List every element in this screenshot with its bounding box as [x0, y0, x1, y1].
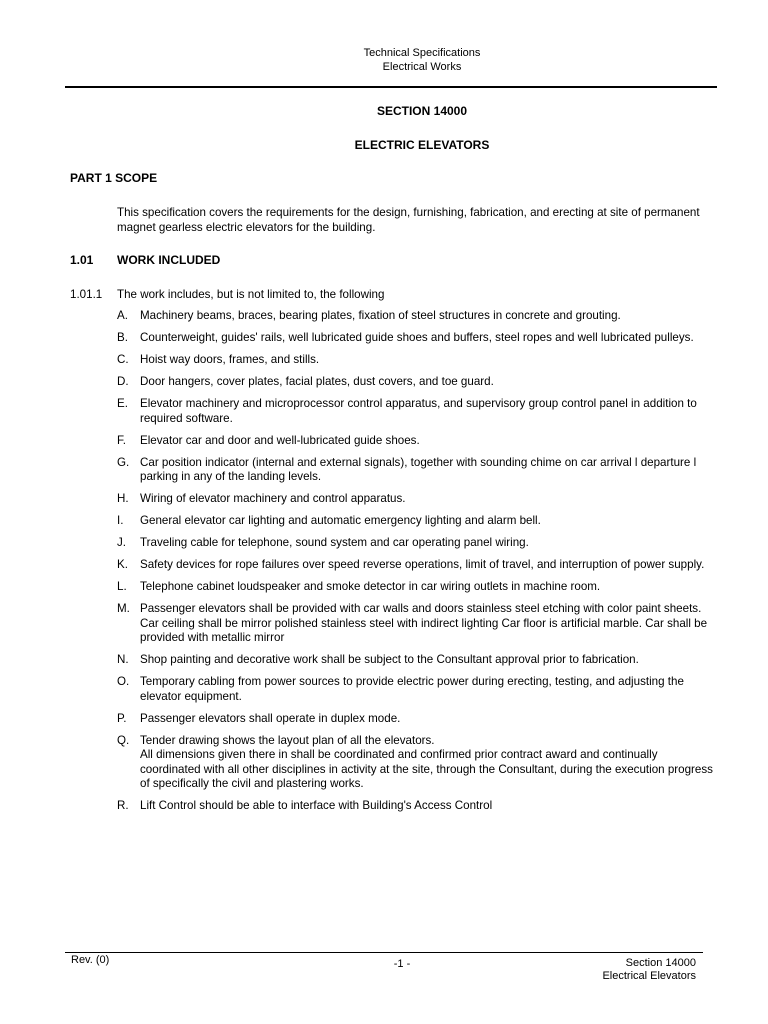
- list-item-text: Wiring of elevator machinery and control apparatus.: [140, 492, 406, 505]
- list-item: [117, 675, 717, 704]
- list-item: [117, 456, 717, 485]
- list-item-letter: E.: [117, 397, 128, 410]
- list-item-letter: M.: [117, 602, 130, 615]
- list-item-letter: I.: [117, 514, 124, 527]
- list-item-letter: C.: [117, 353, 129, 366]
- list-item: [117, 375, 717, 390]
- header-line-1: Technical Specifications: [363, 47, 481, 59]
- subclause-text: The work includes, but is not limited to, the following: [117, 288, 385, 301]
- list-item-text: Hoist way doors, frames, and stills.: [140, 353, 320, 366]
- list-item: [117, 799, 717, 814]
- list-item: [117, 712, 717, 727]
- list-item-letter: Q.: [117, 733, 130, 747]
- clause-number: 1.01: [70, 253, 94, 267]
- list-item-text: Temporary cabling from power sources to provide electric power during erecting, testing, and adjusting the elevator equipment.: [140, 675, 684, 703]
- list-item: [117, 353, 717, 368]
- section-number-title: SECTION 14000: [376, 104, 468, 118]
- list-item: [117, 558, 717, 573]
- part-title: PART 1 SCOPE: [70, 171, 158, 185]
- list-item-letter: F.: [117, 433, 127, 447]
- header-rule: [65, 86, 717, 88]
- footer-revision: Rev. (0): [71, 954, 110, 966]
- list-item-text: Safety devices for rope failures over speed reverse operations, limit of travel, and interruption of power supply.: [140, 558, 705, 571]
- list-item-text: Elevator machinery and microprocessor control apparatus, and supervisory group control panel in addition to required software.: [140, 397, 697, 425]
- footer-page-number: -1 -: [393, 958, 411, 970]
- list-item: [117, 397, 717, 426]
- list-item-text: Elevator car and door and well-lubricated guide shoes.: [140, 433, 420, 447]
- list-item: [117, 580, 717, 595]
- work-items-list: [117, 309, 717, 821]
- list-item: [117, 536, 717, 551]
- clause-title: WORK INCLUDED: [117, 253, 221, 267]
- list-item-text: Counterweight, guides' rails, well lubricated guide shoes and buffers, steel ropes and well lubricated pulleys.: [140, 331, 694, 344]
- list-item: [117, 602, 717, 646]
- list-item: [117, 514, 717, 529]
- footer-rule: [65, 952, 703, 953]
- list-item: [117, 734, 717, 792]
- list-item-text: Traveling cable for telephone, sound system and car operating panel wiring.: [140, 536, 529, 549]
- list-item-letter: A.: [117, 309, 128, 322]
- list-item-text: Passenger elevators shall be provided with car walls and doors stainless steel etching with color paint sheets. Car ceiling shall be mirror polished stainless steel with indirect lighting Car floor is artificial marble. Car shall be provided with metallic mirror: [140, 602, 708, 644]
- list-item-letter: N.: [117, 653, 129, 666]
- list-item-text: Passenger elevators shall operate in duplex mode.: [140, 711, 401, 725]
- header-line-2: Electrical Works: [382, 61, 462, 73]
- list-item-text: Door hangers, cover plates, facial plates, dust covers, and toe guard.: [140, 375, 494, 388]
- list-item-text: Telephone cabinet loudspeaker and smoke detector in car wiring outlets in machine room.: [140, 580, 601, 593]
- subclause-number: 1.01.1: [70, 288, 103, 301]
- list-item-text: Shop painting and decorative work shall be subject to the Consultant approval prior to fabrication.: [140, 653, 639, 666]
- list-item-text: Car position indicator (internal and external signals), together with sounding chime on car arrival l departure l parking in any of the landing levels.: [140, 455, 697, 483]
- footer-section-name: Electrical Elevators: [602, 970, 696, 982]
- list-item-letter: R.: [117, 799, 129, 812]
- list-item-letter: G.: [117, 455, 130, 469]
- footer-section-info: [602, 957, 696, 983]
- list-item-letter: B.: [117, 331, 128, 344]
- list-item-letter: K.: [117, 558, 128, 571]
- list-item: [117, 309, 717, 324]
- list-item-letter: P.: [117, 711, 127, 725]
- list-item-letter: L.: [117, 580, 127, 593]
- list-item: [117, 434, 717, 449]
- list-item: [117, 653, 717, 668]
- section-name: ELECTRIC ELEVATORS: [354, 138, 490, 152]
- list-item: [117, 492, 717, 507]
- list-item-text: Lift Control should be able to interface with Building's Access Control: [140, 799, 493, 812]
- part-intro: This specification covers the requirements for the design, furnishing, fabrication, and erecting at site of permanent magnet gearless electric elevators for the building.: [117, 206, 700, 234]
- list-item-text: General elevator car lighting and automatic emergency lighting and alarm bell.: [140, 514, 541, 527]
- list-item-text: Tender drawing shows the layout plan of all the elevators. All dimensions given there in shall be coordinated and confirmed prior contract award and continually coordinated with all other disciplines in activity at the site, through the Consultant, during the execution progress of specifically the civil and plastering works.: [140, 733, 713, 790]
- list-item-letter: D.: [117, 375, 129, 388]
- list-item-text: Machinery beams, braces, bearing plates, fixation of steel structures in concrete and grouting.: [140, 309, 621, 322]
- list-item-letter: J.: [117, 536, 127, 549]
- list-item-letter: O.: [117, 675, 130, 688]
- footer-section-number: Section 14000: [625, 957, 696, 969]
- list-item-letter: H.: [117, 492, 129, 505]
- list-item: [117, 331, 717, 346]
